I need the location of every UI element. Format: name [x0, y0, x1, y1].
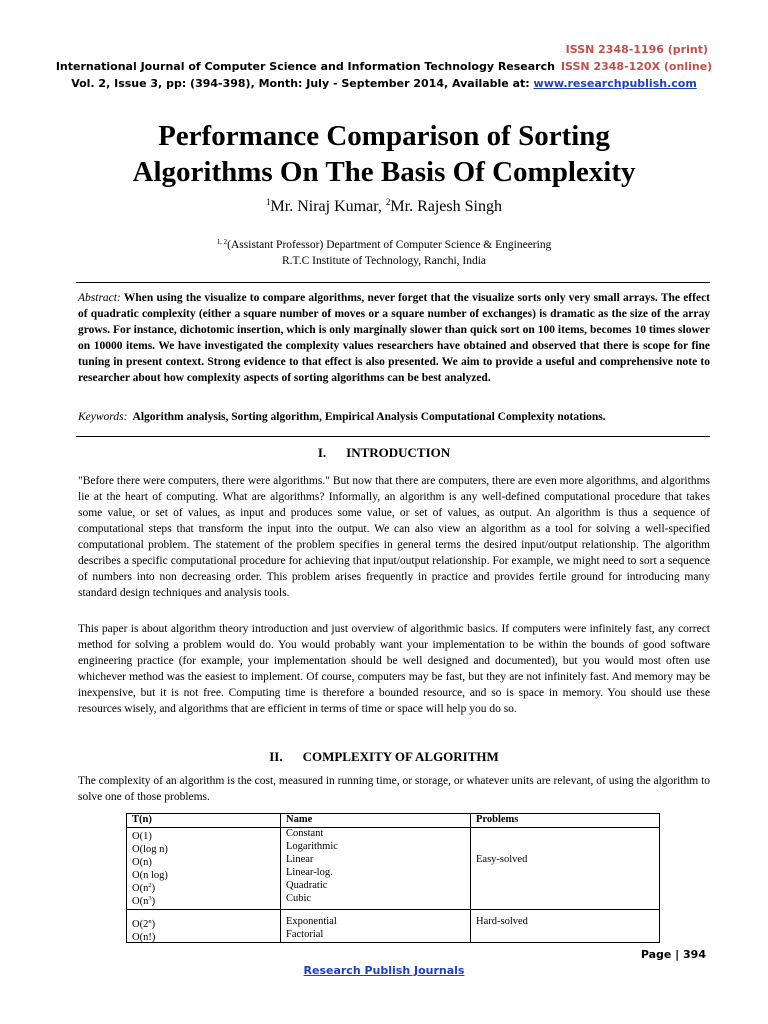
table-cell-tn: O(log n)	[132, 844, 168, 855]
table-cell-tn: O(n!)	[132, 932, 156, 943]
section-number: I.	[317, 445, 327, 460]
section-number: II.	[269, 749, 283, 764]
intro-paragraph-1: "Before there were computers, there were algorithms." But now that there are computers, there are even more algorithms, and algorithms lie at the heart of computing. What are algorithms? Informally, an algorithm is any well-defined computational procedure that takes some value, or set of values, as input and produces some value, or set of values, as output. An algorithm is thus a sequence of computational steps that transform the input into the output. We can also view an algorithm as a tool for solving a well-specified computational problem. The statement of the problem specifies in general terms the desired input/output relationship. The algorithm describes a specific computational procedure for achieving that input/output relationship. For example, we might need to sort a sequence of numbers into non decreasing order. This problem arises frequently in practice and provides fertile ground for introducing many standard design techniques and analysis tools.	[78, 475, 710, 599]
issn-online: ISSN 2348-120X (online)	[560, 60, 713, 73]
section-heading-complexity	[0, 749, 768, 765]
table-cell-tn: O(2$^n$)	[132, 918, 156, 930]
keywords-text: Algorithm analysis, Sorting algorithm, Empirical Analysis Computational Complexity notations.	[132, 411, 606, 423]
abstract-text: When using the visualize to compare algorithms, never forget that the visualize sorts only very small arrays. The effect of quadratic complexity (either a square number of moves or a square number of exchanges) is dramatic as the size of the array grows. For instance, dichotomic insertion, which is only marginally slower than quick sort on 100 items, becomes 10 times slower on 10000 items. We have investigated the complexity values researchers have obtained and observed that there is scope for fine tuning in present context. Strong evidence to that effect is also presented. We aim to provide a useful and comprehensive note to researcher about how complexity aspects of sorting algorithms can be best analyzed.	[78, 292, 711, 384]
complexity-table	[126, 813, 660, 943]
table-border	[126, 909, 660, 910]
table-cell-name: Logarithmic	[286, 841, 338, 852]
table-border	[126, 827, 660, 828]
intro-paragraph-2: This paper is about algorithm theory introduction and just overview of algorithmic basics. If computers were infinitely fast, any correct method for solving a problem would do. You would probably want your implementation to be within the bounds of good software engineering practice (for example, your implementation should be well designed and documented), but you would most often use whichever method was the easiest to implement. Of course, computers may be fast, but they are not infinitely fast. And memory may be inexpensive, but it is not free. Computing time is therefore a bounded resource, and so is space in memory. You should use these resources wisely, and algorithms that are efficient in terms of time or space will help you do so.	[78, 623, 710, 715]
title-line-2: Algorithms On The Basis Of Complexity	[132, 156, 636, 188]
table-cell-name: Exponential	[286, 916, 337, 927]
author1-name: Mr. Niraj Kumar,	[270, 198, 386, 215]
table-cell-problems: Easy-solved	[476, 854, 528, 865]
abstract-label: Abstract:	[78, 292, 121, 304]
table-header-tn: T(n)	[132, 814, 152, 825]
table-border	[659, 813, 660, 943]
volume-info: Vol. 2, Issue 3, pp: (394-398), Month: July - September 2014, Available at:	[71, 77, 530, 90]
title-line-1: Performance Comparison of Sorting	[158, 120, 610, 152]
keywords	[78, 409, 710, 425]
table-cell-name: Factorial	[286, 929, 324, 940]
table-cell-tn: $O(n^3)$	[132, 895, 156, 907]
page-number: Page | 394	[640, 948, 706, 961]
affiliation	[0, 234, 768, 269]
table-cell-tn: O(n log)	[132, 870, 168, 881]
author1-number: 1	[266, 197, 271, 207]
table-header-problems: Problems	[476, 814, 519, 825]
table-border	[126, 813, 127, 943]
table-cell-name: Linear	[286, 854, 314, 865]
table-cell-name: Linear-log.	[286, 867, 333, 878]
table-cell-tn: O(n)	[132, 857, 152, 868]
table-border	[126, 942, 660, 943]
table-cell-problems: Hard-solved	[476, 916, 528, 927]
affiliation-line-1	[0, 234, 768, 253]
journal-header	[0, 60, 768, 73]
table-cell-tn: $O(n^2)$	[132, 882, 156, 894]
section-title: INTRODUCTION	[346, 445, 451, 460]
table-cell-name: Quadratic	[286, 880, 328, 891]
table-cell-name: Constant	[286, 828, 324, 839]
volume-line	[0, 77, 768, 90]
table-header-name: Name	[286, 814, 313, 825]
keywords-label: Keywords:	[78, 411, 128, 423]
publisher-link[interactable]: Research Publish Journals	[303, 964, 465, 977]
affiliation-line-2: R.T.C Institute of Technology, Ranchi, India	[281, 255, 487, 267]
affiliation-department: (Assistant Professor) Department of Computer Science & Engineering	[227, 239, 552, 251]
complexity-paragraph: The complexity of an algorithm is the cost, measured in running time, or storage, or whatever units are relevant, of using the algorithm to solve one of those problems.	[78, 775, 711, 803]
section-title: COMPLEXITY OF ALGORITHM	[302, 749, 499, 764]
paper-title	[0, 118, 768, 190]
table-border	[470, 813, 471, 943]
journal-name: International Journal of Computer Science and Information Technology Research	[55, 60, 555, 73]
table-border	[126, 813, 660, 814]
author2-name: Mr. Rajesh Singh	[390, 198, 502, 215]
authors	[0, 197, 768, 216]
author2-number: 2	[385, 197, 391, 207]
table-cell-tn: O(1)	[132, 831, 152, 842]
website-link[interactable]: www.researchpublish.com	[533, 77, 697, 90]
affiliation-sup: 1, 2	[216, 238, 228, 246]
abstract	[78, 290, 710, 386]
abstract-bottom-rule	[76, 436, 710, 437]
table-border	[280, 813, 281, 943]
abstract-top-rule	[76, 282, 710, 283]
table-cell-name: Cubic	[286, 893, 312, 904]
issn-print: ISSN 2348-1196 (print)	[565, 43, 708, 56]
section-heading-introduction	[0, 445, 768, 461]
